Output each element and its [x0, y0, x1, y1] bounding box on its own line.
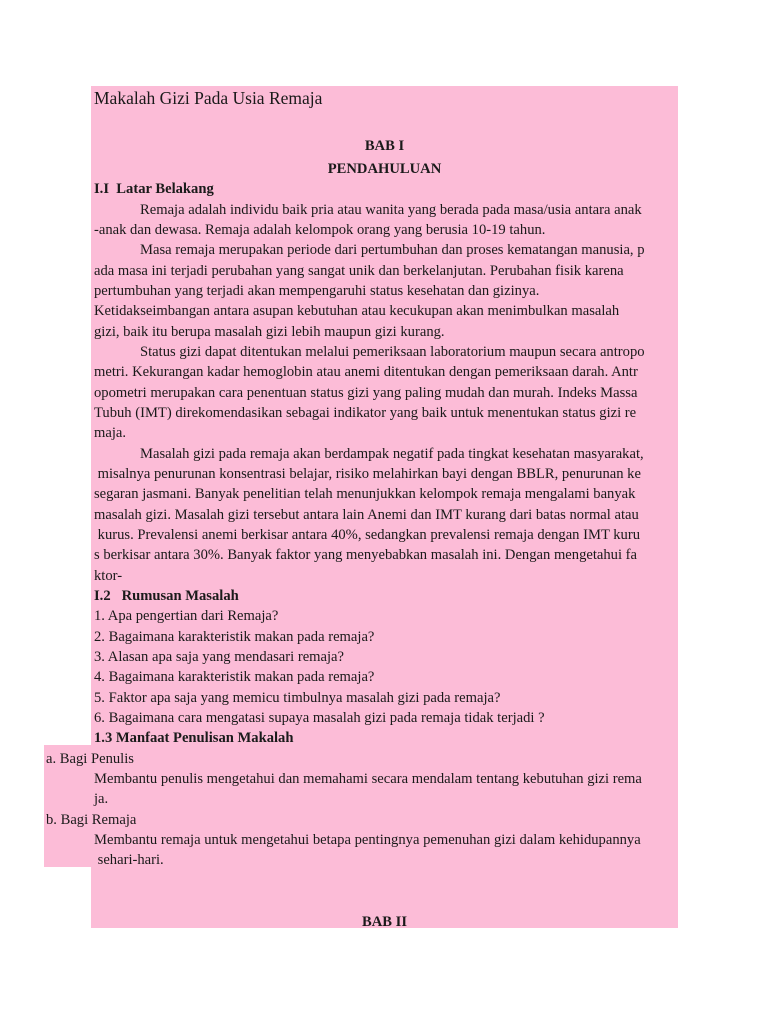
paragraph-line: metri. Kekurangan kadar hemoglobin atau anemi ditentukan dengan pemeriksaan darah. Antr — [94, 364, 638, 380]
paragraph-line: ada masa ini terjadi perubahan yang sangat unik dan berkelanjutan. Perubahan fisik karena — [94, 263, 624, 279]
section-heading-rumusan-masalah: I.2 Rumusan Masalah — [94, 588, 239, 604]
list-item: 3. Alasan apa saja yang mendasari remaja? — [94, 649, 345, 665]
paragraph-line: ja. — [94, 791, 109, 807]
list-item: 5. Faktor apa saja yang memicu timbulnya masalah gizi pada remaja? — [94, 690, 501, 706]
paragraph-line: -anak dan dewasa. Remaja adalah kelompok orang yang berusia 10-19 tahun. — [94, 222, 546, 238]
sub-label-penulis: a. Bagi Penulis — [46, 751, 134, 767]
section-heading-latar-belakang: I.I Latar Belakang — [94, 181, 214, 197]
document-title: Makalah Gizi Pada Usia Remaja — [94, 88, 323, 108]
paragraph-line: Remaja adalah individu baik pria atau wanita yang berada pada masa/usia antara anak — [140, 202, 642, 218]
paragraph-line: segaran jasmani. Banyak penelitian telah menunjukkan kelompok remaja mengalami banyak — [94, 486, 636, 502]
paragraph-line: s berkisar antara 30%. Banyak faktor yang menyebabkan masalah ini. Dengan mengetahui fa — [94, 547, 638, 563]
paragraph-line: kurus. Prevalensi anemi berkisar antara 40%, sedangkan prevalensi remaja dengan IMT kuru — [94, 527, 640, 543]
paragraph-line: sehari-hari. — [94, 852, 164, 868]
paragraph-line: Ketidakseimbangan antara asupan kebutuhan atau kecukupan akan menimbulkan masalah — [94, 303, 620, 319]
paragraph-line: Masalah gizi pada remaja akan berdampak negatif pada tingkat kesehatan masyarakat, — [140, 446, 644, 462]
paragraph-line: pertumbuhan yang terjadi akan mempengaruhi status kesehatan dan gizinya. — [94, 283, 540, 299]
list-item: 2. Bagaimana karakteristik makan pada remaja? — [94, 629, 375, 645]
paragraph-line: opometri merupakan cara penentuan status gizi yang paling mudah dan murah. Indeks Massa — [94, 385, 638, 401]
paragraph-line: Status gizi dapat ditentukan melalui pemeriksaan laboratorium maupun secara antropo — [140, 344, 645, 360]
chapter-title: PENDAHULUAN — [327, 161, 442, 177]
chapter-number-2: BAB II — [361, 914, 407, 930]
paragraph-line: gizi, baik itu berupa masalah gizi lebih maupun gizi kurang. — [94, 324, 445, 340]
paragraph-line: ktor- — [94, 568, 123, 584]
section-heading-manfaat: 1.3 Manfaat Penulisan Makalah — [94, 730, 294, 746]
paragraph-line: Tubuh (IMT) direkomendasikan sebagai indikator yang baik untuk menentukan status gizi re — [94, 405, 637, 421]
paragraph-line: Membantu remaja untuk mengetahui betapa pentingnya pemenuhan gizi dalam kehidupannya — [94, 832, 641, 848]
paragraph-line: Masa remaja merupakan periode dari pertumbuhan dan proses kematangan manusia, p — [140, 242, 645, 258]
list-item: 4. Bagaimana karakteristik makan pada remaja? — [94, 669, 375, 685]
paragraph-line: maja. — [94, 425, 127, 441]
sub-label-remaja: b. Bagi Remaja — [46, 812, 137, 828]
paragraph-line: masalah gizi. Masalah gizi tersebut antara lain Anemi dan IMT kurang dari batas normal atau — [94, 507, 639, 523]
list-item: 1. Apa pengertian dari Remaja? — [94, 608, 279, 624]
paragraph-line: misalnya penurunan konsentrasi belajar, risiko melahirkan bayi dengan BBLR, penurunan ke — [94, 466, 641, 482]
list-item: 6. Bagaimana cara mengatasi supaya masalah gizi pada remaja tidak terjadi ? — [94, 710, 545, 726]
paragraph-line: Membantu penulis mengetahui dan memahami secara mendalam tentang kebutuhan gizi rema — [94, 771, 642, 787]
chapter-number: BAB I — [364, 138, 405, 154]
